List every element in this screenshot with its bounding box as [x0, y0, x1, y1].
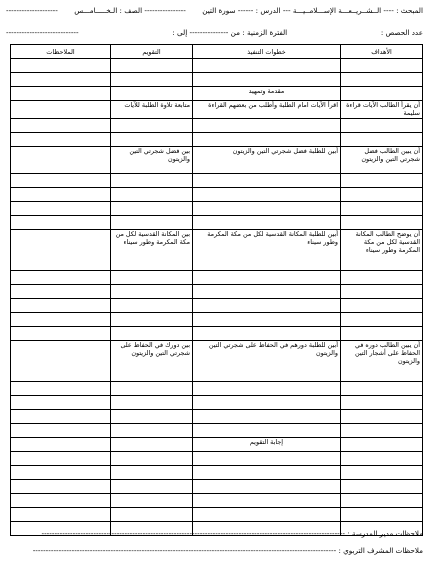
objective-cell: [341, 216, 423, 230]
step-cell: [193, 202, 341, 216]
subject-lesson: المبحث : ---- الــشــريــعـــة الإســـلامــيـــة --- الدرس : ------ سورة التين: [202, 6, 423, 15]
step-cell: [193, 133, 341, 147]
evaluation-cell: [111, 508, 193, 522]
step-cell: [193, 410, 341, 424]
notes-cell: [11, 396, 111, 410]
table-row: [11, 188, 423, 202]
objective-cell: [341, 494, 423, 508]
table-row: [11, 313, 423, 327]
step-cell: [193, 313, 341, 327]
lesson-plan-table: [10, 44, 423, 536]
objective-cell: [341, 271, 423, 285]
notes-cell: [11, 494, 111, 508]
notes-cell: [11, 101, 111, 119]
evaluation-cell: [111, 438, 193, 452]
grade: ---------------- الصف : الـخـــــامـــس: [74, 6, 186, 15]
evaluation-cell: [111, 480, 193, 494]
objective-cell: [341, 73, 423, 87]
table-row: [11, 133, 423, 147]
notes-cell: [11, 285, 111, 299]
table-row: [11, 410, 423, 424]
objective-cell: [341, 508, 423, 522]
table-row: [11, 466, 423, 480]
step-cell: أبين للطلبة المكانة القدسية لكل من مكة المكرمة وطور سيناء: [193, 230, 341, 271]
evaluation-cell: [111, 119, 193, 133]
step-cell: [193, 299, 341, 313]
notes-cell: [11, 59, 111, 73]
objective-cell: [341, 119, 423, 133]
table-row: [11, 271, 423, 285]
objective-cell: [341, 438, 423, 452]
step-cell: اقرأ الآيات امام الطلبة وأطلب من بعضهم القراءة: [193, 101, 341, 119]
header-line-2: [6, 28, 423, 40]
evaluation-cell: [111, 452, 193, 466]
objective-cell: [341, 313, 423, 327]
objective-cell: [341, 87, 423, 101]
objective-cell: [341, 285, 423, 299]
evaluation-cell: بين فضل شجرتي التين والزيتون: [111, 147, 193, 174]
table-row: [11, 216, 423, 230]
notes-cell: [11, 341, 111, 382]
table-row: [11, 508, 423, 522]
table-row: [11, 174, 423, 188]
evaluation-cell: [111, 87, 193, 101]
table-row: [11, 59, 423, 73]
notes-cell: [11, 202, 111, 216]
objective-cell: [341, 202, 423, 216]
notes-cell: [11, 299, 111, 313]
notes-cell: [11, 271, 111, 285]
table-row: [11, 424, 423, 438]
step-cell: [193, 452, 341, 466]
evaluation-cell: [111, 424, 193, 438]
evaluation-cell: [111, 188, 193, 202]
objective-cell: أن يوضح الطالب المكانة القدسية لكل من مكة المكرمة وطور سيناء: [341, 230, 423, 271]
step-cell: [193, 285, 341, 299]
evaluation-cell: [111, 299, 193, 313]
step-cell: [193, 73, 341, 87]
notes-cell: [11, 438, 111, 452]
notes-cell: [11, 410, 111, 424]
evaluation-cell: [111, 410, 193, 424]
table-row: [11, 299, 423, 313]
table-row: [11, 147, 423, 174]
evaluation-cell: [111, 466, 193, 480]
step-cell: [193, 188, 341, 202]
table-header-row: [11, 45, 423, 59]
notes-cell: [11, 480, 111, 494]
objective-cell: [341, 299, 423, 313]
notes-cell: [11, 466, 111, 480]
objective-cell: [341, 396, 423, 410]
notes-cell: [11, 327, 111, 341]
step-cell: أبين للطلبة فضل شجرتي التين والزيتون: [193, 147, 341, 174]
step-cell: [193, 424, 341, 438]
col-objectives: الأهداف: [341, 45, 423, 59]
table-row: [11, 87, 423, 101]
objective-cell: [341, 133, 423, 147]
evaluation-cell: بين المكانة القدسية لكل من مكة المكرمة وطور سيناء: [111, 230, 193, 271]
step-cell: [193, 59, 341, 73]
step-cell: [193, 466, 341, 480]
notes-cell: [11, 133, 111, 147]
table-row: [11, 341, 423, 382]
evaluation-cell: [111, 494, 193, 508]
objective-cell: [341, 466, 423, 480]
principal-notes: ملاحظات مدير المدرسة : ---------------------------------------------------------------------------------------------------------------------: [41, 529, 423, 538]
table-row: [11, 230, 423, 271]
evaluation-cell: [111, 216, 193, 230]
step-cell: [193, 382, 341, 396]
table-row: [11, 327, 423, 341]
evaluation-cell: متابعة تلاوة الطلبة للآيات: [111, 101, 193, 119]
step-cell: [193, 174, 341, 188]
step-cell: [193, 480, 341, 494]
step-cell: [193, 119, 341, 133]
table-row: [11, 396, 423, 410]
step-cell: [193, 508, 341, 522]
objective-cell: [341, 188, 423, 202]
col-steps: خطوات التنفيذ: [193, 45, 341, 59]
evaluation-cell: [111, 313, 193, 327]
sessions-count: عدد الحصص :: [380, 28, 423, 37]
header-line-1: [6, 6, 423, 18]
time-period: الفترة الزمنية : من --------------- إلى :: [172, 28, 288, 37]
notes-cell: [11, 87, 111, 101]
objective-cell: [341, 382, 423, 396]
step-cell: [193, 216, 341, 230]
objective-cell: [341, 452, 423, 466]
evaluation-cell: [111, 396, 193, 410]
notes-cell: [11, 424, 111, 438]
evaluation-cell: [111, 285, 193, 299]
table-row: [11, 202, 423, 216]
objective-cell: أن يبين الطالب دوره في الحفاظ على أشجار التين والزيتون: [341, 341, 423, 382]
step-cell: [193, 271, 341, 285]
notes-cell: [11, 313, 111, 327]
evaluation-cell: [111, 59, 193, 73]
notes-cell: [11, 188, 111, 202]
notes-cell: [11, 174, 111, 188]
notes-cell: [11, 382, 111, 396]
table-row: [11, 494, 423, 508]
table-row: [11, 480, 423, 494]
notes-cell: [11, 230, 111, 271]
notes-cell: [11, 508, 111, 522]
objective-cell: [341, 174, 423, 188]
table-row: [11, 119, 423, 133]
notes-cell: [11, 216, 111, 230]
step-cell: إجابة التقويم: [193, 438, 341, 452]
step-cell: أبين للطلبة دورهم في الحفاظ على شجرتي التين والزيتون: [193, 341, 341, 382]
evaluation-cell: [111, 382, 193, 396]
objective-cell: أن يقرأ الطالب الآيات قراءة سليمة: [341, 101, 423, 119]
table-row: [11, 382, 423, 396]
evaluation-cell: [111, 327, 193, 341]
table-row: [11, 452, 423, 466]
objective-cell: أن يبين الطالب فضل شجرتي التين والزيتون: [341, 147, 423, 174]
evaluation-cell: [111, 133, 193, 147]
step-cell: [193, 327, 341, 341]
notes-cell: [11, 147, 111, 174]
step-cell: [193, 494, 341, 508]
table-row: [11, 438, 423, 452]
col-notes: الملاحظات: [11, 45, 111, 59]
notes-cell: [11, 73, 111, 87]
step-cell: مقدمة وتمهيد: [193, 87, 341, 101]
objective-cell: [341, 410, 423, 424]
table-row: [11, 101, 423, 119]
objective-cell: [341, 59, 423, 73]
supervisor-notes: ملاحظات المشرف التربوي : ---------------------------------------------------------------------------------------------------------------------: [32, 546, 423, 555]
table-row: [11, 73, 423, 87]
objective-cell: [341, 327, 423, 341]
evaluation-cell: [111, 174, 193, 188]
step-cell: [193, 396, 341, 410]
notes-cell: [11, 119, 111, 133]
table-row: [11, 285, 423, 299]
header-dashes-1: --------------------: [6, 6, 58, 15]
header-dashes-2: ----------------------------: [6, 28, 79, 37]
evaluation-cell: [111, 271, 193, 285]
evaluation-cell: بين دورك في الحفاظ على شجرتي التين والزيتون: [111, 341, 193, 382]
evaluation-cell: [111, 73, 193, 87]
evaluation-cell: [111, 202, 193, 216]
notes-cell: [11, 452, 111, 466]
col-evaluation: التقويم: [111, 45, 193, 59]
objective-cell: [341, 424, 423, 438]
objective-cell: [341, 480, 423, 494]
